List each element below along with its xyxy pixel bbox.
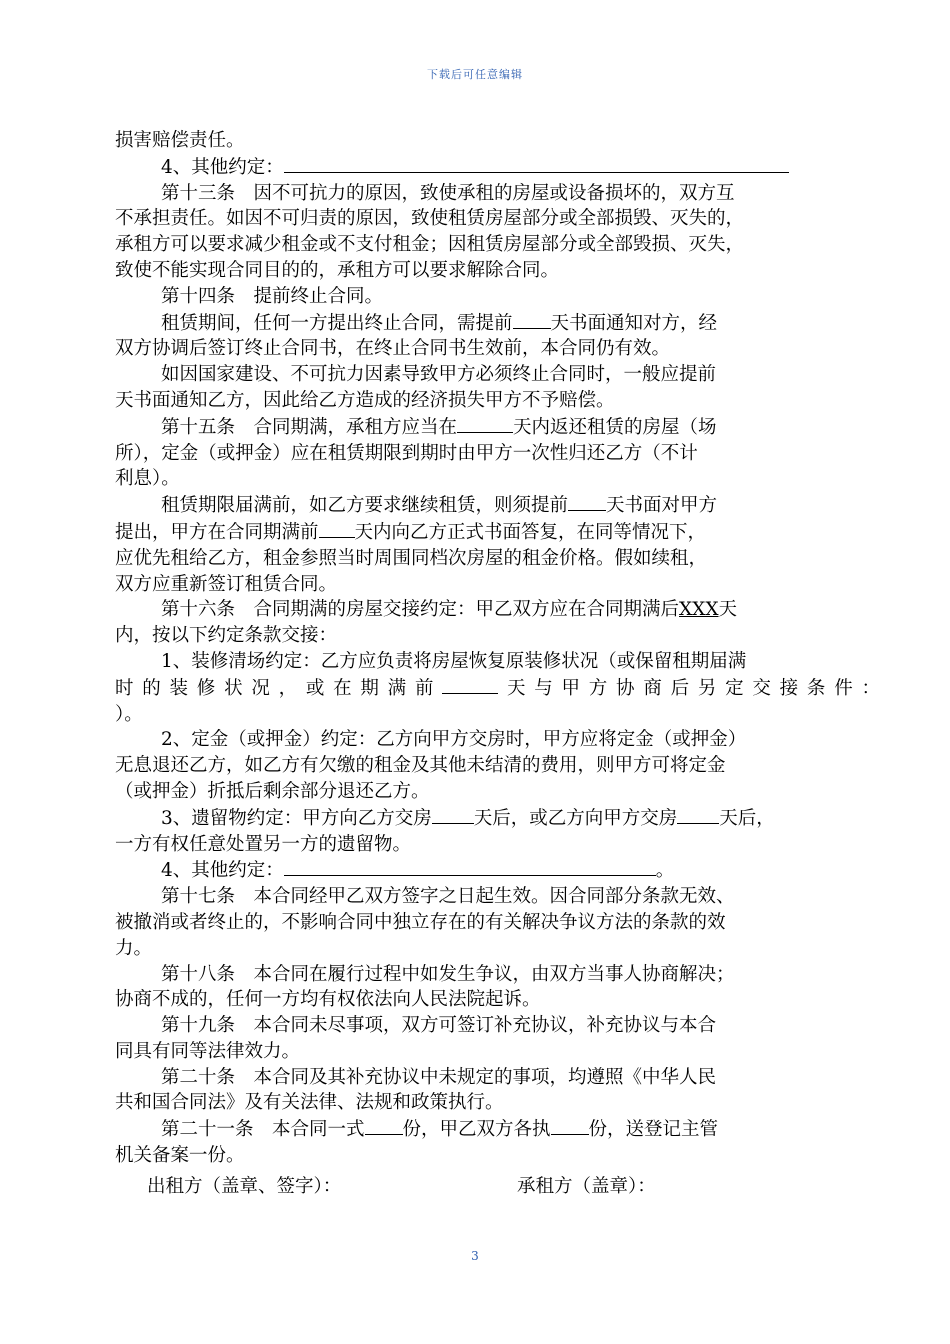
blank-field[interactable]	[365, 1116, 403, 1135]
article-15: 第十五条 合同期满，承租方应当在 天内返还租赁的房屋（场	[115, 414, 880, 441]
blank-field[interactable]	[319, 519, 355, 538]
paragraph-line: 被撤消或者终止的，不影响合同中独立存在的有关解决争议方法的条款的效	[115, 911, 726, 933]
blank-field[interactable]	[442, 675, 498, 694]
paragraph-line: 机关备案一份。	[115, 1145, 245, 1167]
contract-body	[115, 128, 880, 1169]
paragraph-line: 3、遗留物约定：甲方向乙方交房 天后，或乙方向甲方交房 天后，	[115, 805, 880, 832]
paragraph-line: ）。	[115, 703, 143, 725]
paragraph-line: 双方协调后签订终止合同书，在终止合同书生效前，本合同仍有效。	[115, 338, 671, 360]
paragraph-line: 2、定金（或押金）约定：乙方向甲方交房时，甲方应将定金（或押金）	[161, 729, 747, 751]
paragraph-line: 内，按以下约定条款交接：	[115, 625, 338, 647]
paragraph-line: 所），定金（或押金）应在租赁期限到期时由甲方一次性归还乙方（不计	[115, 442, 698, 464]
paragraph-line: 1、装修清场约定：乙方应负责将房屋恢复原装修状况（或保留租期届满	[161, 650, 747, 672]
paragraph-line: 协商不成的，任何一方均有权依法向人民法院起诉。	[115, 989, 541, 1011]
paragraph-line: 租赁期限届满前，如乙方要求继续租赁，则须提前 天书面对甲方	[115, 492, 880, 519]
paragraph-line: 天书面通知乙方，因此给乙方造成的经济损失甲方不予赔偿。	[115, 389, 615, 411]
paragraph-line: 力。	[115, 937, 153, 959]
article-16: 第十六条 合同期满的房屋交接约定：甲乙双方应在合同期满后XXX天	[161, 599, 738, 621]
article-21: 第二十一条 本合同一式 份，甲乙双方各执 份，送登记主管	[115, 1116, 880, 1143]
blank-field[interactable]	[568, 492, 606, 511]
paragraph-line: 不承担责任。如因不可归责的原因，致使租赁房屋部分或全部损毁、灭失的，	[115, 208, 745, 230]
article-13: 第十三条 因不可抗力的原因，致使承租的房屋或设备损坏的，双方互	[161, 182, 735, 204]
blank-field[interactable]	[513, 310, 551, 329]
blank-field[interactable]	[284, 857, 656, 876]
page-number: 3	[471, 1249, 479, 1263]
underlined-value: XXX	[679, 599, 719, 621]
article-17: 第十七条 本合同经甲乙双方签字之日起生效。因合同部分条款无效、	[161, 886, 735, 908]
paragraph-line: 如因国家建设、不可抗力因素导致甲方必须终止合同时，一般应提前	[161, 364, 717, 386]
article-18: 第十八条 本合同在履行过程中如发生争议，由双方当事人协商解决；	[161, 963, 735, 985]
page-header: 下载后可任意编辑	[427, 68, 523, 81]
paragraph-line: 损害赔偿责任。	[115, 130, 245, 151]
paragraph-line: 无息退还乙方，如乙方有欠缴的租金及其他未结清的费用，则甲方可将定金	[115, 755, 726, 777]
paragraph-line: 承租方可以要求减少租金或不支付租金；因租赁房屋部分或全部毁损、灭失，	[115, 234, 745, 256]
article-19: 第十九条 本合同未尽事项，双方可签订补充协议，补充协议与本合	[161, 1015, 717, 1037]
paragraph-line: 应优先租给乙方，租金参照当时周围同档次房屋的租金价格。假如续租，	[115, 547, 708, 569]
paragraph-line: （或押金）折抵后剩余部分退还乙方。	[115, 780, 430, 802]
paragraph-line: 利息）。	[115, 468, 180, 490]
article-14: 第十四条 提前终止合同。	[161, 285, 384, 307]
paragraph-line: 共和国合同法》及有关法律、法规和政策执行。	[115, 1092, 504, 1114]
paragraph-line: 租赁期间，任何一方提出终止合同，需提前 天书面通知对方，经	[115, 310, 880, 337]
blank-field[interactable]	[551, 1116, 589, 1135]
paragraph-line: 一方有权任意处置另一方的遗留物。	[115, 833, 412, 855]
paragraph-line: 时的装修状况，或在期满前 天与甲方协商后另定交接条件：	[115, 675, 880, 702]
other-terms-line: 4、其他约定： 。	[115, 857, 880, 884]
blank-field[interactable]	[284, 154, 789, 173]
paragraph-line: 同具有同等法律效力。	[115, 1040, 301, 1062]
other-terms-line: 4、其他约定：	[115, 154, 880, 181]
blank-field[interactable]	[677, 805, 719, 824]
paragraph-line: 提出，甲方在合同期满前 天内向乙方正式书面答复，在同等情况下，	[115, 519, 880, 546]
lessor-signature-label: 出租方（盖章、签字）：	[147, 1176, 342, 1197]
paragraph-line: 双方应重新签订租赁合同。	[115, 573, 338, 595]
paragraph-line: 致使不能实现合同目的的，承租方可以要求解除合同。	[115, 259, 560, 281]
blank-field[interactable]	[457, 414, 513, 433]
lessee-signature-label: 承租方（盖章）：	[517, 1176, 656, 1197]
blank-field[interactable]	[432, 805, 474, 824]
article-20: 第二十条 本合同及其补充协议中未规定的事项，均遵照《中华人民	[161, 1066, 717, 1088]
